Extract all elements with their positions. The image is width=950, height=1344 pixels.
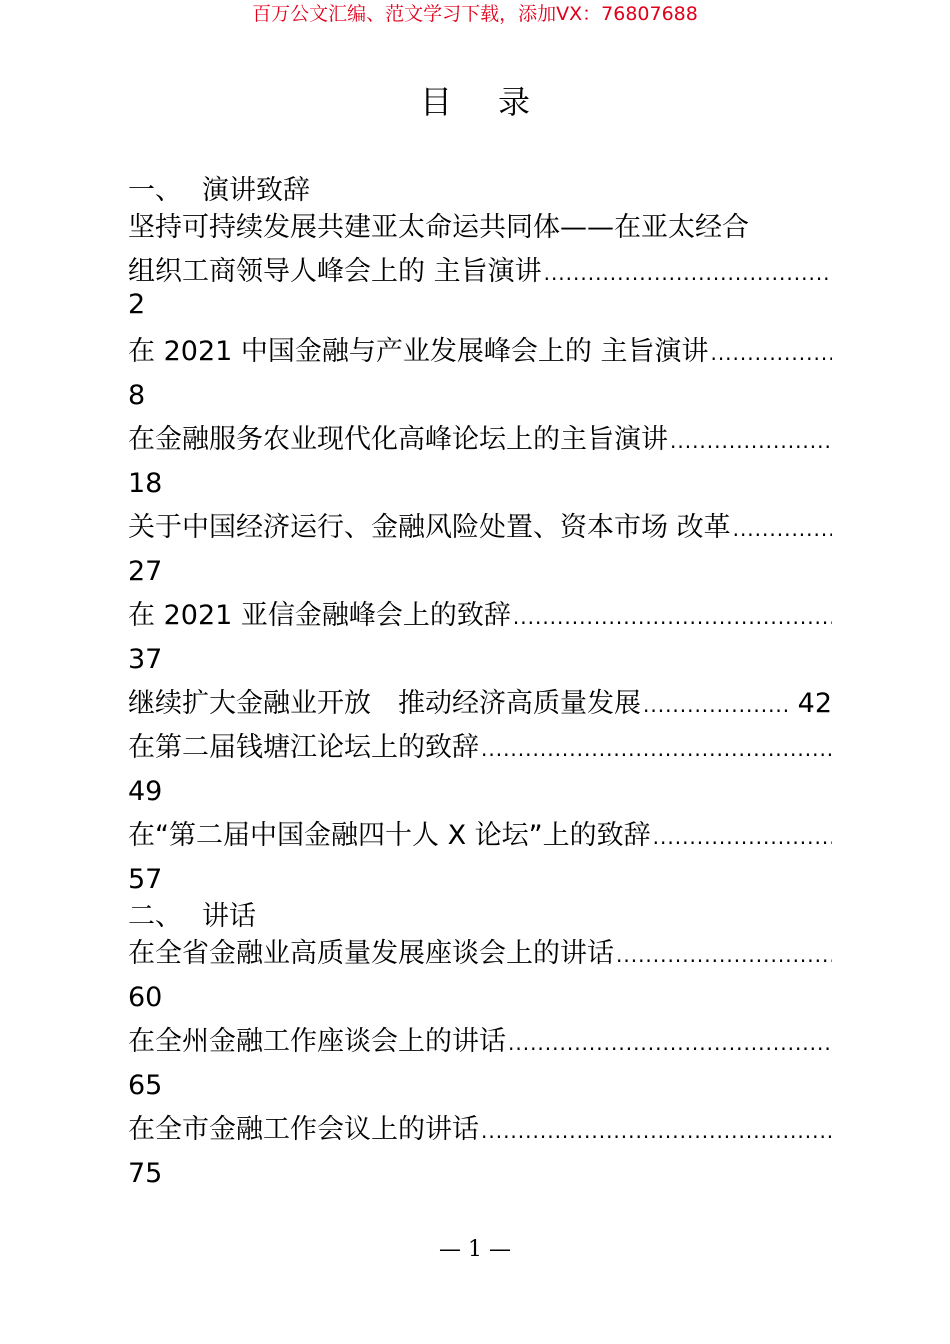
toc-entry-title: 在全市金融工作会议上的讲话 xyxy=(128,1114,479,1145)
toc-page-number: 27 xyxy=(128,556,163,587)
toc-entry[interactable] xyxy=(128,814,832,858)
dot-leader xyxy=(544,251,832,294)
toc-page-number: 37 xyxy=(128,644,163,675)
toc-page-number: 42 xyxy=(797,688,832,719)
toc-entry-title: 组织工商领导人峰会上的 主旨演讲 xyxy=(128,256,542,287)
toc-page-number: 57 xyxy=(128,864,163,895)
toc-page-number: 49 xyxy=(128,776,163,807)
toc-entry[interactable] xyxy=(128,506,832,550)
toc-page-number: 60 xyxy=(128,982,163,1013)
dot-leader xyxy=(710,331,832,374)
dot-leader xyxy=(733,507,832,550)
toc-entry[interactable] xyxy=(128,682,832,726)
dot-leader xyxy=(508,1021,832,1064)
toc-entry[interactable] xyxy=(128,330,832,374)
dot-leader xyxy=(616,933,832,976)
page-title xyxy=(0,82,950,122)
toc-page-number: 65 xyxy=(128,1070,163,1101)
toc-entry-title: 继续扩大金融业开放 推动经济高质量发展 xyxy=(128,688,641,719)
toc-page-number: 8 xyxy=(128,380,146,411)
table-of-contents xyxy=(128,176,832,1196)
toc-entry-title: 关于中国经济运行、金融风险处置、资本市场 改革 xyxy=(128,512,731,543)
toc-entry-title: 在“第二届中国金融四十人 X 论坛”上的致辞 xyxy=(128,820,651,851)
toc-entry[interactable] xyxy=(128,594,832,638)
toc-entry-title: 在全州金融工作座谈会上的讲话 xyxy=(128,1026,506,1057)
toc-entry[interactable] xyxy=(128,1020,832,1064)
section-heading-speeches xyxy=(128,176,832,206)
toc-entry[interactable] xyxy=(128,206,832,250)
toc-page-number: 18 xyxy=(128,468,163,499)
dot-leader xyxy=(513,595,832,638)
section-heading-talks xyxy=(128,902,832,932)
section-label: 演讲致辞 xyxy=(202,175,310,206)
dot-leader xyxy=(481,1109,832,1152)
toc-page-number: 75 xyxy=(128,1158,163,1189)
toc-entry-title: 在 2021 亚信金融峰会上的致辞 xyxy=(128,600,511,631)
toc-entry-title: 在 2021 中国金融与产业发展峰会上的 主旨演讲 xyxy=(128,336,709,367)
toc-entry[interactable] xyxy=(128,932,832,976)
toc-page-number: 2 xyxy=(128,289,146,320)
dot-leader xyxy=(481,727,832,770)
section-label: 讲话 xyxy=(202,901,256,932)
page-footer-number: — 1 — xyxy=(439,1237,511,1262)
toc-entry-title: 在全省金融业高质量发展座谈会上的讲话 xyxy=(128,938,614,969)
toc-entry[interactable] xyxy=(128,418,832,462)
section-number: 一、 xyxy=(128,175,182,206)
toc-entry-title: 在金融服务农业现代化高峰论坛上的主旨演讲 xyxy=(128,424,668,455)
toc-entry[interactable] xyxy=(128,726,832,770)
title-char-2: 录 xyxy=(498,83,531,121)
watermark-banner: 百万公文汇编、范文学习下载，添加VX：76807688 xyxy=(252,3,698,25)
toc-entry[interactable] xyxy=(128,1108,832,1152)
dot-leader xyxy=(670,419,832,462)
toc-entry-title: 坚持可持续发展共建亚太命运共同体——在亚太经合 xyxy=(128,212,749,243)
toc-entry-title: 在第二届钱塘江论坛上的致辞 xyxy=(128,732,479,763)
dot-leader xyxy=(643,683,790,726)
toc-entry-continued[interactable] xyxy=(128,250,832,294)
title-char-1: 目 xyxy=(419,83,452,121)
dot-leader xyxy=(653,815,832,858)
section-number: 二、 xyxy=(128,901,182,932)
